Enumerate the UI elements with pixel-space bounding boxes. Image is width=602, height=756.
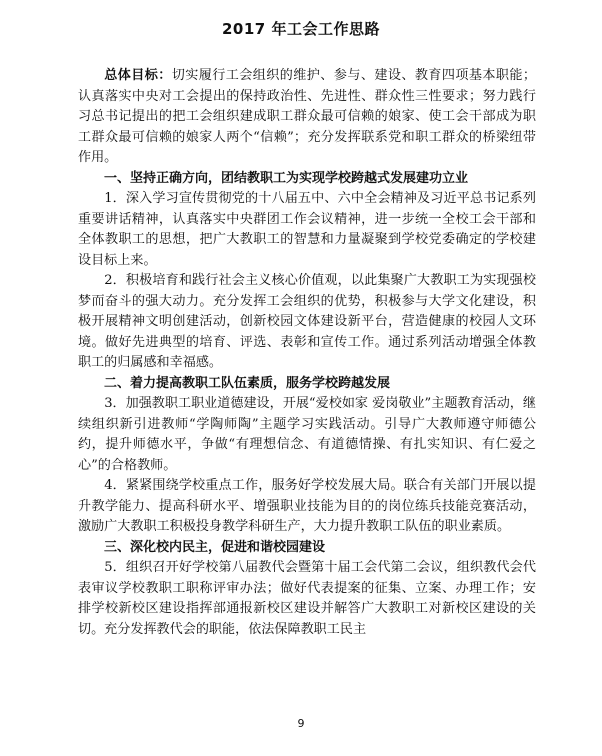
summary-paragraph — [78, 66, 536, 169]
paragraph-5: 5．组织召开好学校第八届教代会暨第十届工会代第二会议，组织教代会代表审议学校教职工职称评审办法；做好代表提案的征集、立案、办理工作；安排学校新校区建设指挥部通报新校区建设并解答广大教职工对新校区建设的关切。充分发挥教代会的职能，依法保障教职工民主 — [78, 560, 536, 637]
paragraph-2: 2．积极培育和践行社会主义核心价值观，以此集聚广大教职工为实现强校梦而奋斗的强大动力。充分发挥工会组织的优势，积极参与大学文化建设，积极开展精神文明创建活动，创新校园文体建设新平台，营造健康的校园人文环境。做好先进典型的培育、评选、表彰和宣传工作。通过系列活动增强全体教职工的归属感和幸福感。 — [78, 273, 536, 370]
page-number: 9 — [297, 717, 305, 730]
paragraph-1: 1．深入学习宣传贯彻党的十八届五中、六中全会精神及习近平总书记系列重要讲话精神，认真落实中央群团工作会议精神，进一步统一全校工会干部和全体教职工的思想，把广大教职工的智慧和力量凝聚到学校党委确定的学校建设目标上来。 — [78, 191, 536, 268]
section-heading-1: 一、坚持正确方向，团结教职工为实现学校跨越式发展建功立业 — [104, 170, 469, 186]
summary-label: 总体目标： — [104, 68, 172, 83]
section-heading-2: 二、着力提高教职工队伍素质，服务学校跨越发展 — [104, 375, 391, 391]
section-heading-3: 三、深化校内民主，促进和谐校园建设 — [104, 539, 326, 555]
paragraph-3: 3．加强教职工职业道德建设，开展“爱校如家 爱岗敬业”主题教育活动，继续组织新引进教师“学陶师陶”主题学习实践活动。引导广大教师遵守师德公约，提升师德水平，争做“有理想信念、有道德情操、有扎实知识、有仁爱之心”的合格教师。 — [78, 396, 536, 473]
paragraph-4: 4．紧紧围绕学校重点工作，服务好学校发展大局。联合有关部门开展以提升教学能力、提高科研水平、增强职业技能为目的的岗位练兵技能竞赛活动，激励广大教职工积极投身教学科研生产，大力提升教职工队伍的职业素质。 — [78, 478, 536, 534]
summary-text: 切实履行工会组织的维护、参与、建设、教育四项基本职能；认真落实中央对工会提出的保持政治性、先进性、群众性三性要求；努力践行习总书记提出的把工会组织建成职工群众最可信赖的娘家、使工会干部成为职工群众最可信赖的娘家人两个“信赖”；充分发挥联系党和职工群众的桥梁纽带作用。 — [78, 68, 537, 165]
document-title: 2017 年工会工作思路 — [222, 20, 380, 38]
document-body — [78, 66, 536, 640]
